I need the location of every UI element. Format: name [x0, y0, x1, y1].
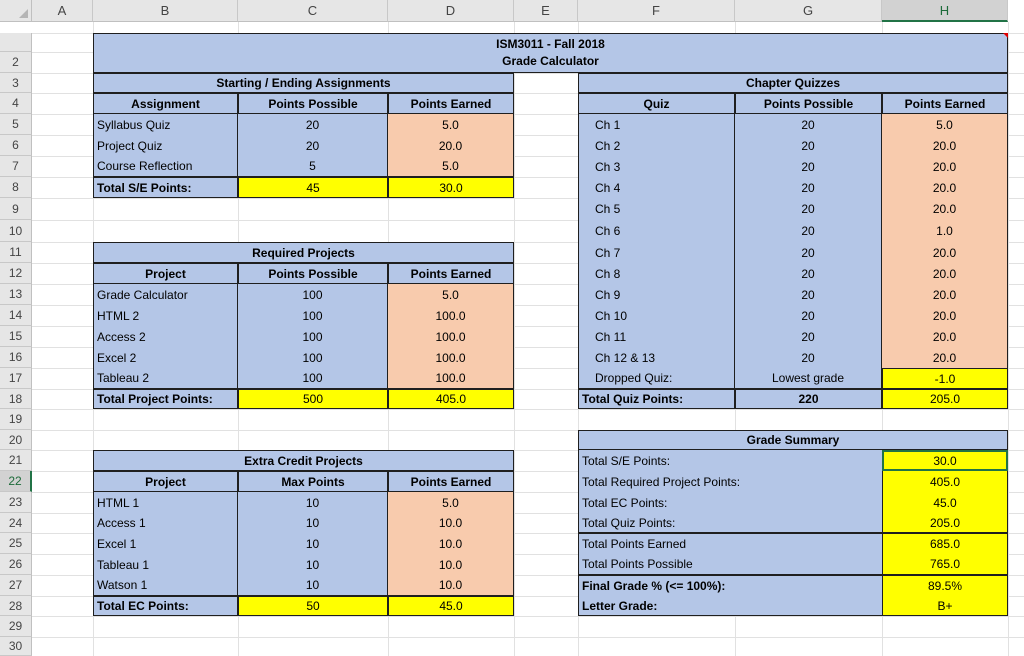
quizzes-row-possible[interactable]: 20	[735, 198, 882, 220]
extra-row-name[interactable]: Watson 1	[93, 575, 238, 596]
quizzes-total-label[interactable]: Total Quiz Points:	[578, 389, 735, 409]
summary-table-title[interactable]: Grade Summary	[578, 430, 1008, 450]
quizzes-row-possible[interactable]: 20	[735, 220, 882, 242]
projects-total-label[interactable]: Total Project Points:	[93, 389, 238, 409]
summary-row-label[interactable]: Total Quiz Points:	[578, 513, 882, 533]
row-header-19[interactable]: 19	[0, 409, 32, 430]
quizzes-row-earned[interactable]: 20.0	[882, 177, 1008, 198]
row-header-5[interactable]: 5	[0, 114, 32, 135]
projects-total-earned[interactable]: 405.0	[388, 389, 514, 409]
column-header-c[interactable]: C	[238, 0, 388, 22]
projects-row-possible[interactable]: 100	[238, 326, 388, 347]
summary-row-label[interactable]: Total S/E Points:	[578, 450, 882, 471]
quizzes-row-possible[interactable]: 20	[735, 156, 882, 177]
projects-row-name[interactable]: Excel 2	[93, 347, 238, 368]
column-header-f[interactable]: F	[578, 0, 735, 22]
se-table-title[interactable]: Starting / Ending Assignments	[93, 73, 514, 93]
quizzes-table-title[interactable]: Chapter Quizzes	[578, 73, 1008, 93]
row-header-17[interactable]: 17	[0, 368, 32, 389]
quizzes-total-earned[interactable]: 205.0	[882, 389, 1008, 409]
extra-row-name[interactable]: Access 1	[93, 513, 238, 533]
quizzes-row-name[interactable]: Ch 1	[578, 114, 735, 135]
summary-row-label[interactable]: Total Points Possible	[578, 554, 882, 575]
extra-total-earned[interactable]: 45.0	[388, 596, 514, 616]
projects-row-possible[interactable]: 100	[238, 368, 388, 389]
projects-row-possible[interactable]: 100	[238, 347, 388, 368]
row-header-1[interactable]	[0, 33, 32, 52]
summary-row-label[interactable]: Total Points Earned	[578, 533, 882, 554]
comment-indicator-icon	[1003, 33, 1008, 38]
summary-row-value[interactable]: 45.0	[882, 492, 1008, 513]
quizzes-row-possible[interactable]: 20	[735, 114, 882, 135]
projects-total-possible[interactable]: 500	[238, 389, 388, 409]
extra-row-earned[interactable]: 10.0	[388, 575, 514, 596]
projects-table-title[interactable]: Required Projects	[93, 242, 514, 263]
quizzes-row-earned[interactable]: 20.0	[882, 284, 1008, 305]
se-row-possible[interactable]: 5	[238, 156, 388, 177]
quizzes-row-earned[interactable]: 20.0	[882, 135, 1008, 156]
row-header-2[interactable]: 2	[0, 52, 32, 73]
se-row-possible[interactable]: 20	[238, 114, 388, 135]
row-header-21[interactable]: 21	[0, 450, 32, 471]
extra-row-earned[interactable]: 10.0	[388, 513, 514, 533]
quizzes-row-possible[interactable]: 20	[735, 177, 882, 198]
projects-row-earned[interactable]: 100.0	[388, 326, 514, 347]
quizzes-row-earned[interactable]: 20.0	[882, 242, 1008, 263]
summary-row-label[interactable]: Total EC Points:	[578, 492, 882, 513]
extra-row-earned[interactable]: 5.0	[388, 492, 514, 513]
projects-row-name[interactable]: Access 2	[93, 326, 238, 347]
quizzes-row-name[interactable]: Ch 2	[578, 135, 735, 156]
se-total-earned[interactable]: 30.0	[388, 177, 514, 198]
quizzes-row-earned[interactable]: 20.0	[882, 326, 1008, 347]
quizzes-row-possible[interactable]: 20	[735, 305, 882, 326]
quizzes-row-name[interactable]: Ch 10	[578, 305, 735, 326]
quizzes-header-0[interactable]: Quiz	[578, 93, 735, 114]
row-header-26[interactable]: 26	[0, 554, 32, 575]
se-row-name[interactable]: Syllabus Quiz	[93, 114, 238, 135]
row-header-9[interactable]: 9	[0, 198, 32, 220]
se-row-earned[interactable]: 20.0	[388, 135, 514, 156]
se-row-name[interactable]: Course Reflection	[93, 156, 238, 177]
se-header-0[interactable]: Assignment	[93, 93, 238, 114]
extra-total-possible[interactable]: 50	[238, 596, 388, 616]
quizzes-row-name[interactable]: Ch 5	[578, 198, 735, 220]
quizzes-row-possible[interactable]: 20	[735, 135, 882, 156]
quizzes-dropped-possible[interactable]: Lowest grade	[735, 368, 882, 389]
quizzes-row-earned[interactable]: 1.0	[882, 220, 1008, 242]
projects-header-2[interactable]: Points Earned	[388, 263, 514, 284]
summary-row-value[interactable]: B+	[882, 596, 1008, 616]
projects-row-name[interactable]: Tableau 2	[93, 368, 238, 389]
row-header-27[interactable]: 27	[0, 575, 32, 596]
row-header-15[interactable]: 15	[0, 326, 32, 347]
se-row-earned[interactable]: 5.0	[388, 114, 514, 135]
grid-row-line	[32, 616, 1024, 617]
quizzes-header-2[interactable]: Points Earned	[882, 93, 1008, 114]
quizzes-row-earned[interactable]: 20.0	[882, 263, 1008, 284]
select-all-icon	[19, 9, 28, 18]
se-row-name[interactable]: Project Quiz	[93, 135, 238, 156]
se-header-2[interactable]: Points Earned	[388, 93, 514, 114]
row-header-29[interactable]: 29	[0, 616, 32, 637]
column-header-e[interactable]: E	[514, 0, 578, 22]
row-header-28[interactable]: 28	[0, 596, 32, 616]
quizzes-row-name[interactable]: Ch 9	[578, 284, 735, 305]
row-header-3[interactable]: 3	[0, 73, 32, 93]
row-header-11[interactable]: 11	[0, 242, 32, 263]
extra-header-2[interactable]: Points Earned	[388, 471, 514, 492]
quizzes-total-possible[interactable]: 220	[735, 389, 882, 409]
summary-row-label[interactable]: Total Required Project Points:	[578, 471, 882, 492]
quizzes-row-possible[interactable]: 20	[735, 242, 882, 263]
summary-row-label[interactable]: Letter Grade:	[578, 596, 882, 616]
quizzes-row-name[interactable]: Ch 6	[578, 220, 735, 242]
column-header-g[interactable]: G	[735, 0, 882, 22]
summary-row-label[interactable]: Final Grade % (<= 100%):	[578, 575, 882, 596]
extra-table-title[interactable]: Extra Credit Projects	[93, 450, 514, 471]
row-header-30[interactable]: 30	[0, 637, 32, 656]
grid-column-line	[1008, 22, 1009, 656]
projects-row-earned[interactable]: 5.0	[388, 284, 514, 305]
extra-row-name[interactable]: HTML 1	[93, 492, 238, 513]
quizzes-row-name[interactable]: Ch 7	[578, 242, 735, 263]
se-total-label[interactable]: Total S/E Points:	[93, 177, 238, 198]
row-header-4[interactable]: 4	[0, 93, 32, 114]
row-header-14[interactable]: 14	[0, 305, 32, 326]
projects-row-name[interactable]: Grade Calculator	[93, 284, 238, 305]
extra-row-name[interactable]: Excel 1	[93, 533, 238, 554]
extra-header-0[interactable]: Project	[93, 471, 238, 492]
quizzes-row-possible[interactable]: 20	[735, 347, 882, 368]
grid-column-line	[514, 22, 515, 656]
quizzes-row-earned[interactable]: 20.0	[882, 347, 1008, 368]
extra-row-possible[interactable]: 10	[238, 533, 388, 554]
quizzes-header-1[interactable]: Points Possible	[735, 93, 882, 114]
row-header-24[interactable]: 24	[0, 513, 32, 533]
projects-row-earned[interactable]: 100.0	[388, 347, 514, 368]
extra-row-possible[interactable]: 10	[238, 513, 388, 533]
sheet-title-block[interactable]	[93, 33, 1008, 73]
projects-row-earned[interactable]: 100.0	[388, 368, 514, 389]
projects-header-1[interactable]: Points Possible	[238, 263, 388, 284]
row-header-6[interactable]: 6	[0, 135, 32, 156]
se-row-possible[interactable]: 20	[238, 135, 388, 156]
quizzes-row-name[interactable]: Ch 8	[578, 263, 735, 284]
extra-row-possible[interactable]: 10	[238, 554, 388, 575]
quizzes-row-name[interactable]: Ch 4	[578, 177, 735, 198]
grid-row-line	[32, 637, 1024, 638]
quizzes-row-earned[interactable]: 20.0	[882, 305, 1008, 326]
quizzes-row-name[interactable]: Ch 3	[578, 156, 735, 177]
extra-row-possible[interactable]: 10	[238, 492, 388, 513]
summary-row-value[interactable]: 685.0	[882, 533, 1008, 554]
projects-row-possible[interactable]: 100	[238, 305, 388, 326]
quizzes-dropped-label[interactable]: Dropped Quiz:	[578, 368, 735, 389]
extra-header-1[interactable]: Max Points	[238, 471, 388, 492]
quizzes-row-possible[interactable]: 20	[735, 326, 882, 347]
column-header-h[interactable]: H	[882, 0, 1008, 22]
column-header-b[interactable]: B	[93, 0, 238, 22]
quizzes-dropped-earned[interactable]: -1.0	[882, 368, 1008, 389]
course-title: ISM3011 - Fall 2018	[496, 37, 605, 51]
quizzes-row-earned[interactable]: 5.0	[882, 114, 1008, 135]
column-header-a[interactable]: A	[32, 0, 93, 22]
extra-total-label[interactable]: Total EC Points:	[93, 596, 238, 616]
se-row-earned[interactable]: 5.0	[388, 156, 514, 177]
extra-row-name[interactable]: Tableau 1	[93, 554, 238, 575]
row-header-7[interactable]: 7	[0, 156, 32, 177]
quizzes-row-name[interactable]: Ch 11	[578, 326, 735, 347]
row-header-25[interactable]: 25	[0, 533, 32, 554]
quizzes-row-name[interactable]: Ch 12 & 13	[578, 347, 735, 368]
grade-calculator-subtitle: Grade Calculator	[502, 54, 599, 68]
se-total-possible[interactable]: 45	[238, 177, 388, 198]
summary-row-value[interactable]: 765.0	[882, 554, 1008, 575]
quizzes-row-earned[interactable]: 20.0	[882, 156, 1008, 177]
summary-row-value[interactable]: 30.0	[882, 450, 1008, 471]
extra-row-earned[interactable]: 10.0	[388, 554, 514, 575]
grid-row-line	[32, 409, 1024, 410]
se-header-1[interactable]: Points Possible	[238, 93, 388, 114]
projects-row-possible[interactable]: 100	[238, 284, 388, 305]
row-header-16[interactable]: 16	[0, 347, 32, 368]
extra-row-earned[interactable]: 10.0	[388, 533, 514, 554]
column-header-d[interactable]: D	[388, 0, 514, 22]
row-header-12[interactable]: 12	[0, 263, 32, 284]
summary-row-value[interactable]: 89.5%	[882, 575, 1008, 596]
summary-row-value[interactable]: 405.0	[882, 471, 1008, 492]
row-header-22[interactable]: 22	[0, 471, 32, 492]
extra-row-possible[interactable]: 10	[238, 575, 388, 596]
projects-header-0[interactable]: Project	[93, 263, 238, 284]
quizzes-row-possible[interactable]: 20	[735, 263, 882, 284]
projects-row-name[interactable]: HTML 2	[93, 305, 238, 326]
select-all-corner[interactable]	[0, 0, 32, 22]
row-header-13[interactable]: 13	[0, 284, 32, 305]
summary-row-value[interactable]: 205.0	[882, 513, 1008, 533]
projects-row-earned[interactable]: 100.0	[388, 305, 514, 326]
quizzes-row-possible[interactable]: 20	[735, 284, 882, 305]
row-header-8[interactable]: 8	[0, 177, 32, 198]
row-header-20[interactable]: 20	[0, 430, 32, 450]
quizzes-row-earned[interactable]: 20.0	[882, 198, 1008, 220]
row-header-10[interactable]: 10	[0, 220, 32, 242]
row-header-23[interactable]: 23	[0, 492, 32, 513]
row-header-18[interactable]: 18	[0, 389, 32, 409]
